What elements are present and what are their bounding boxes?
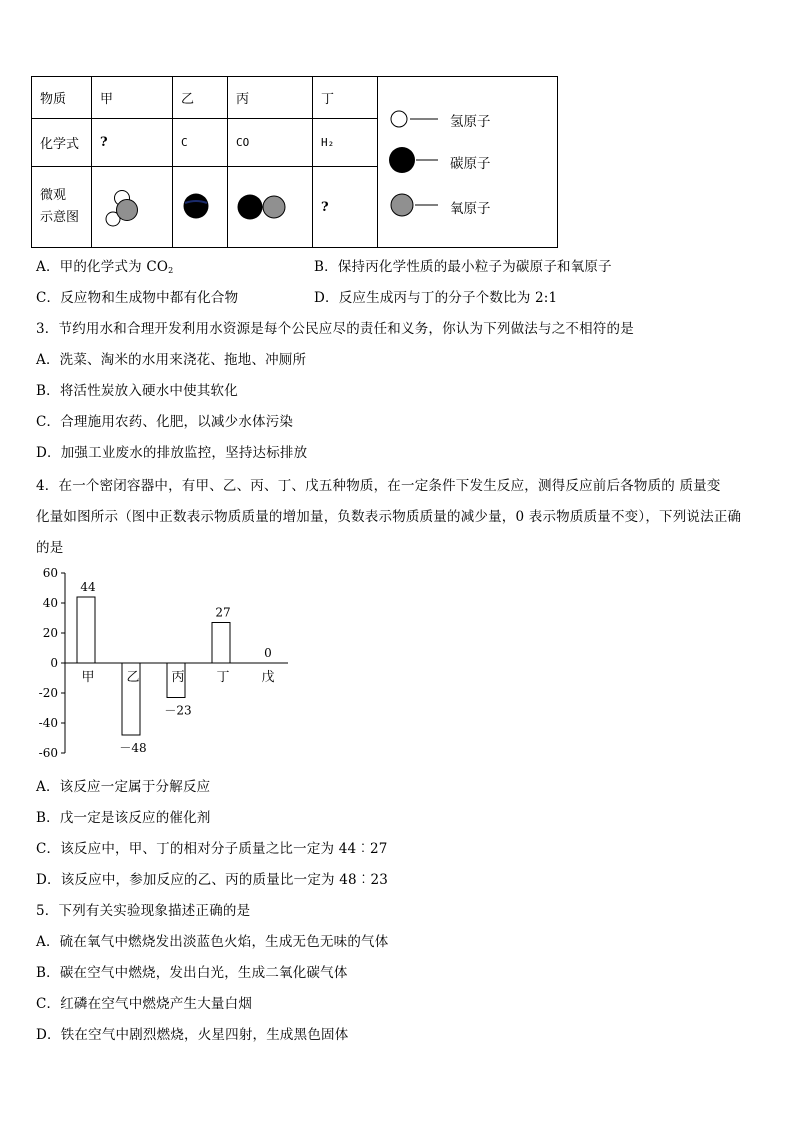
q2-option-a: A．甲的化学式为 $CO_2$ bbox=[36, 259, 174, 275]
formula-bing: CO bbox=[228, 119, 313, 167]
row-header-micro: 微观 示意图 bbox=[32, 167, 92, 248]
category-label: 甲 bbox=[81, 670, 95, 685]
legend-markers bbox=[388, 107, 440, 227]
q5-stem: 5．下列有关实验现象描述正确的是 bbox=[36, 903, 251, 919]
substance-jia: 甲 bbox=[92, 77, 173, 119]
q4-stem-line1: 4．在一个密闭容器中，有甲、乙、丙、丁、戊五种物质，在一定条件下发生反应，测得反应前后各物质的 质量变 bbox=[36, 478, 721, 494]
carbon-atom-icon bbox=[173, 167, 227, 243]
data-label: 27 bbox=[215, 605, 231, 620]
q2-option-d: D．反应生成丙与丁的分子个数比为 2:1 bbox=[314, 290, 558, 306]
bar-3 bbox=[212, 623, 230, 664]
q3-option-d: D．加强工业废水的排放监控，坚持达标排放 bbox=[36, 445, 308, 461]
q3-option-a: A．洗菜、淘米的水用来浇花、拖地、冲厕所 bbox=[36, 352, 307, 368]
y-tick-label: -40 bbox=[38, 716, 58, 730]
formula-ding: H₂ bbox=[313, 119, 378, 167]
y-tick-label: 0 bbox=[50, 656, 58, 670]
substance-bing: 丙 bbox=[228, 77, 313, 119]
legend-carbon: 碳原子 bbox=[450, 156, 491, 172]
data-label: 0 bbox=[264, 646, 272, 660]
co-molecule-icon bbox=[228, 167, 312, 243]
category-label: 丁 bbox=[216, 670, 230, 685]
q4-option-d: D．该反应中，参加反应的乙、丙的质量比一定为 48︰23 bbox=[36, 872, 389, 888]
category-label: 丙 bbox=[171, 670, 185, 685]
q4-option-a: A．该反应一定属于分解反应 bbox=[36, 779, 211, 795]
micro-ding: ? bbox=[313, 167, 378, 248]
micro-jia bbox=[92, 167, 173, 248]
y-tick-label: -60 bbox=[38, 746, 58, 760]
q5-option-d: D．铁在空气中剧烈燃烧，火星四射，生成黑色固体 bbox=[36, 1027, 349, 1043]
data-label: 44 bbox=[80, 580, 96, 594]
q5-option-c: C．红磷在空气中燃烧产生大量白烟 bbox=[36, 996, 253, 1012]
category-label: 乙 bbox=[126, 670, 140, 685]
q5-option-a: A．硫在氧气中燃烧发出淡蓝色火焰，生成无色无味的气体 bbox=[36, 934, 389, 950]
q3-option-c: C．合理施用农药、化肥，以减少水体污染 bbox=[36, 414, 294, 430]
data-label: －23 bbox=[164, 703, 192, 718]
q4-option-b: B．戊一定是该反应的催化剂 bbox=[36, 810, 211, 826]
y-tick-label: -20 bbox=[38, 686, 58, 700]
formula-jia: ? bbox=[92, 119, 173, 167]
legend-hydrogen: 氢原子 bbox=[450, 114, 491, 130]
q2-option-c: C．反应物和生成物中都有化合物 bbox=[36, 290, 239, 306]
q3-stem: 3．节约用水和合理开发利用水资源是每个公民应尽的责任和义务，你认为下列做法与之不相符的是 bbox=[36, 321, 634, 337]
data-label: －48 bbox=[119, 741, 147, 755]
q4-stem-line2: 化量如图所示（图中正数表示物质质量的增加量，负数表示物质质量的减少量，0 表示物质质量不变），下列说法正确 bbox=[36, 509, 742, 525]
q5-option-b: B．碳在空气中燃烧，发出白光，生成二氧化碳气体 bbox=[36, 965, 348, 981]
atom-legend bbox=[378, 77, 558, 248]
y-tick-label: 60 bbox=[42, 566, 58, 580]
q4-stem-line3: 的是 bbox=[36, 540, 64, 556]
row-header-formula: 化学式 bbox=[32, 119, 92, 167]
micro-bing bbox=[228, 167, 313, 248]
bar-0 bbox=[77, 597, 95, 663]
y-tick-label: 20 bbox=[42, 626, 58, 640]
legend-oxygen: 氧原子 bbox=[450, 201, 491, 217]
carbon-atom-icon bbox=[389, 147, 415, 173]
q2-option-b: B．保持丙化学性质的最小粒子为碳原子和氧原子 bbox=[314, 259, 612, 275]
micro-yi bbox=[173, 167, 228, 248]
substance-ding: 丁 bbox=[313, 77, 378, 119]
y-tick-label: 40 bbox=[42, 596, 58, 610]
jia-molecule-icon bbox=[92, 167, 172, 243]
oxygen-atom-icon bbox=[391, 194, 413, 216]
category-label: 戊 bbox=[261, 670, 275, 685]
mass-change-bar-chart bbox=[30, 560, 300, 760]
formula-yi: C bbox=[173, 119, 228, 167]
q3-option-b: B．将活性炭放入硬水中使其软化 bbox=[36, 383, 238, 399]
row-header-substance: 物质 bbox=[32, 77, 92, 119]
molecule-table bbox=[31, 76, 558, 248]
q4-option-c: C．该反应中，甲、丁的相对分子质量之比一定为 44︰27 bbox=[36, 841, 388, 857]
substance-yi: 乙 bbox=[173, 77, 228, 119]
hydrogen-atom-icon bbox=[391, 111, 407, 127]
